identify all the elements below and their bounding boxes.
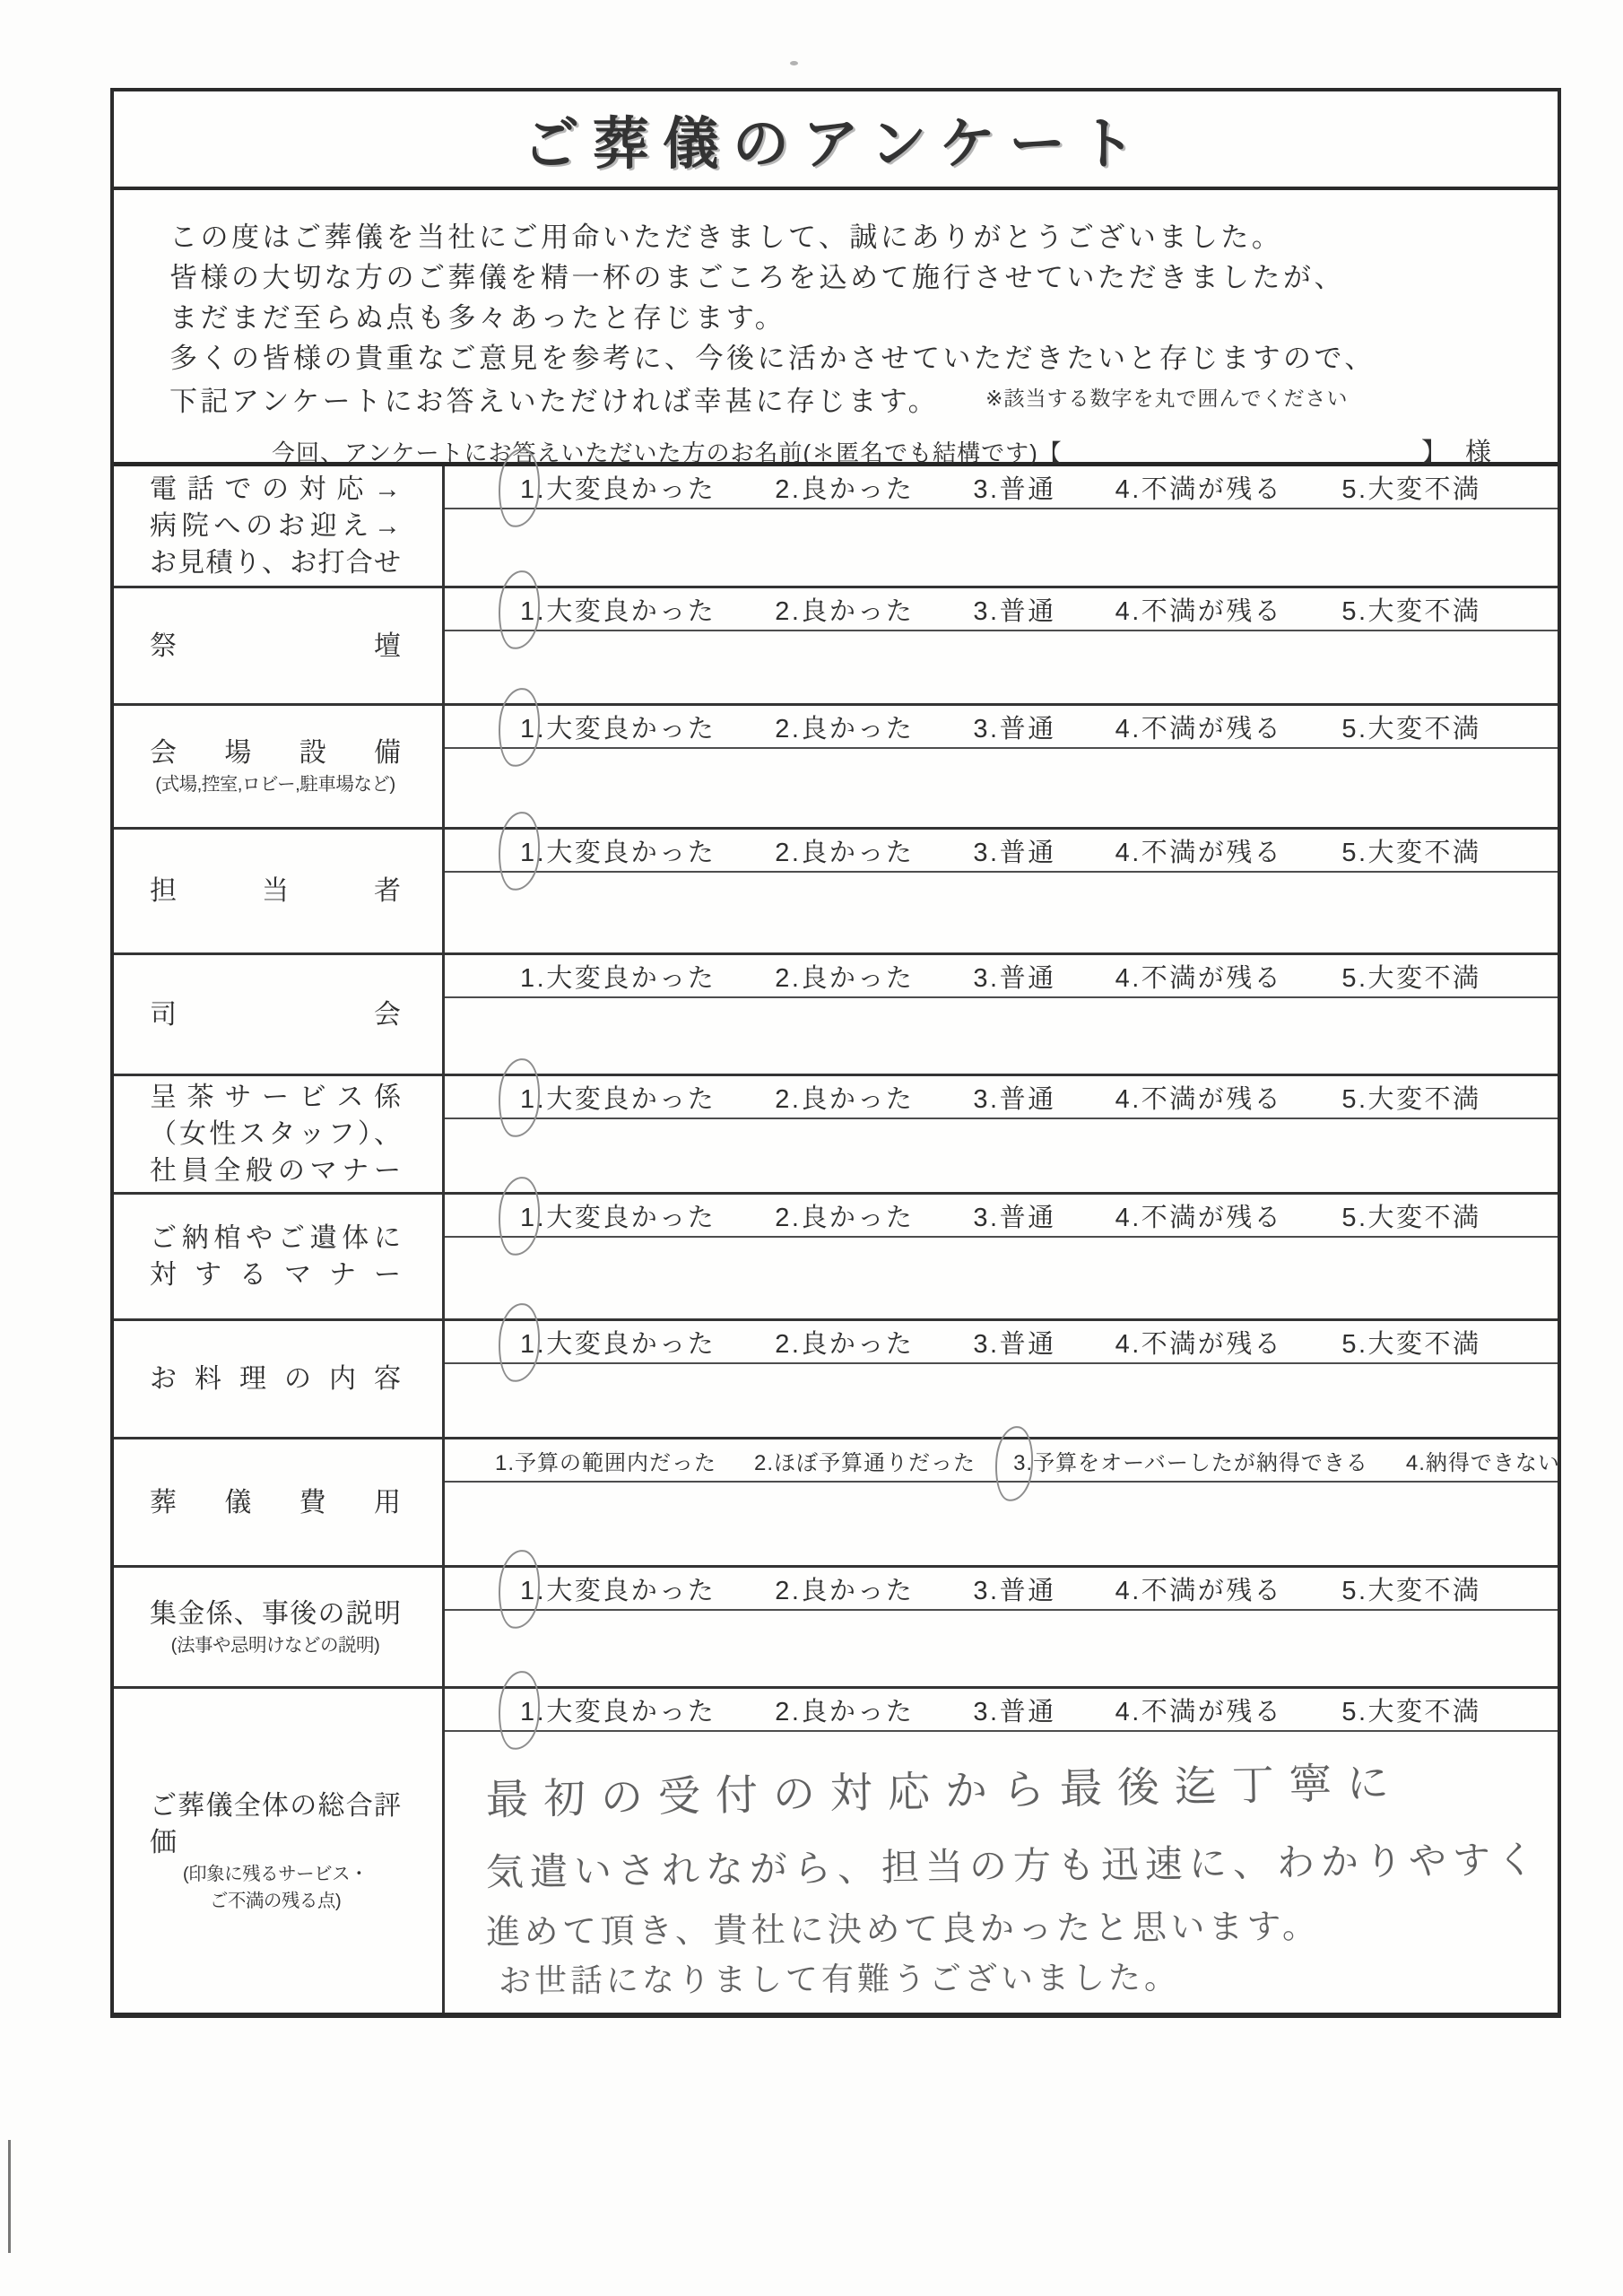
rating-option[interactable] <box>775 591 914 628</box>
option-number: 3 <box>973 838 991 867</box>
question-label-line: 対するマナー <box>150 1260 401 1290</box>
rating-option[interactable] <box>775 1692 914 1728</box>
option-text: .普通 <box>990 1576 1056 1605</box>
option-number: 5 <box>1341 1329 1358 1359</box>
rating-option[interactable] <box>1115 1692 1283 1728</box>
option-number: 2 <box>775 1329 792 1359</box>
option-text: .良かった <box>791 1084 915 1114</box>
survey-row <box>114 1568 1558 1689</box>
option-number: 4 <box>1115 1697 1133 1726</box>
rating-option[interactable] <box>1341 1197 1480 1234</box>
option-number: 3 <box>973 474 991 504</box>
rating-options <box>445 1439 1558 1483</box>
question-label <box>114 1321 445 1437</box>
option-number: 2 <box>775 474 792 504</box>
option-number: 2 <box>754 1450 768 1475</box>
option-number: 5 <box>1341 1576 1358 1605</box>
rating-option-selected[interactable] <box>520 591 716 628</box>
rating-option-selected[interactable] <box>520 1079 716 1116</box>
rating-option-selected[interactable] <box>520 832 716 869</box>
option-text: .良かった <box>791 714 915 744</box>
rating-option[interactable] <box>1341 958 1480 995</box>
question-label <box>114 1195 445 1318</box>
respondent-name-label: 今回、アンケートにお答えいただいた方のお名前(＊匿名でも結構です)【 <box>272 439 1063 466</box>
rating-option[interactable] <box>775 832 914 869</box>
rating-option[interactable] <box>775 1079 914 1116</box>
option-number: 3 <box>973 1329 991 1359</box>
option-text: .予算をオーバーしたが納得できる <box>1026 1450 1368 1475</box>
selection-circle-mark: 1 <box>520 1697 537 1726</box>
rating-option[interactable] <box>1115 469 1283 506</box>
option-text: .予算の範囲内だった <box>508 1450 717 1475</box>
rating-option[interactable] <box>1341 832 1480 869</box>
option-number: 4 <box>1115 596 1133 626</box>
question-label-line: 集金係、事後の説明 <box>150 1598 401 1629</box>
rating-option[interactable] <box>1341 1324 1480 1361</box>
option-text: .良かった <box>791 596 915 626</box>
rating-option[interactable] <box>775 709 914 745</box>
rating-option[interactable] <box>1115 1079 1283 1116</box>
option-text: .普通 <box>990 1329 1056 1359</box>
selection-circle-mark: 1 <box>520 1576 537 1605</box>
rating-option-selected[interactable] <box>520 469 716 506</box>
answer-area <box>445 1568 1558 1686</box>
rating-option-selected[interactable] <box>520 709 716 745</box>
intro-line: 多くの皆様の貴重なご意見を参考に、今後に活かさせていただきたいと存じますので、 <box>169 343 1376 374</box>
rating-option[interactable] <box>973 1692 1055 1728</box>
survey-row <box>114 588 1558 706</box>
option-number: 3 <box>973 1576 991 1605</box>
option-text: .普通 <box>990 838 1056 867</box>
rating-option[interactable] <box>495 1445 716 1476</box>
option-text: .大変良かった <box>536 1576 716 1605</box>
option-text: .良かった <box>791 1329 915 1359</box>
rating-option[interactable] <box>973 709 1055 745</box>
question-label-line: 社員全般のマナー <box>150 1156 401 1186</box>
rating-option[interactable] <box>973 1570 1055 1607</box>
question-label-line: お料理の内容 <box>150 1364 401 1394</box>
intro-line: 下記アンケートにお答えいただければ幸甚に存じます。 <box>169 386 940 417</box>
rating-option[interactable] <box>1341 1692 1480 1728</box>
rating-options <box>445 955 1558 998</box>
rating-options <box>445 1568 1558 1611</box>
option-text: .大変良かった <box>536 1329 716 1359</box>
option-text: .普通 <box>990 474 1056 504</box>
question-label-line: 電話での対応→ <box>150 474 401 504</box>
option-text: .不満が残る <box>1132 1697 1283 1726</box>
option-number: 1 <box>520 963 537 993</box>
option-number: 4 <box>1405 1450 1419 1475</box>
question-label-subline: (法事や忌明けなどの説明) <box>170 1634 380 1656</box>
rating-option[interactable] <box>775 469 914 506</box>
option-number: 5 <box>1341 963 1358 993</box>
option-text: .良かった <box>791 838 915 867</box>
option-text: .大変不満 <box>1358 474 1481 504</box>
question-label-line: （女性スタッフ）、 <box>150 1119 401 1149</box>
option-number: 2 <box>775 1697 792 1726</box>
survey-row <box>114 1076 1558 1195</box>
rating-option[interactable] <box>1115 1570 1283 1607</box>
option-number: 4 <box>1115 963 1133 993</box>
respondent-name-suffix: 】 様 <box>1420 439 1497 467</box>
survey-row <box>114 1321 1558 1439</box>
answer-area <box>445 1076 1558 1192</box>
answer-area <box>445 1321 1558 1437</box>
answer-area <box>445 955 1558 1074</box>
rating-options <box>445 1321 1558 1364</box>
rating-option[interactable] <box>1406 1445 1560 1476</box>
option-text: .普通 <box>990 1084 1056 1114</box>
rating-option-selected[interactable] <box>520 1324 716 1361</box>
option-text: .不満が残る <box>1132 1329 1283 1359</box>
option-number: 5 <box>1341 596 1358 626</box>
answer-area <box>445 1195 1558 1318</box>
option-text: .普通 <box>990 714 1056 744</box>
option-number: 5 <box>1341 714 1358 744</box>
rating-option[interactable] <box>973 469 1055 506</box>
option-text: .大変良かった <box>536 1203 716 1232</box>
answer-area <box>445 1439 1558 1565</box>
option-number: 5 <box>1341 1697 1358 1726</box>
option-number: 4 <box>1115 1084 1133 1114</box>
question-label <box>114 1689 445 2013</box>
option-text: .納得できない <box>1419 1450 1560 1475</box>
option-number: 5 <box>1341 1203 1358 1232</box>
option-text: .普通 <box>990 1697 1056 1726</box>
rating-option[interactable] <box>754 1445 976 1476</box>
handwritten-comment <box>485 1758 1558 1999</box>
rating-option[interactable] <box>520 958 716 995</box>
form-title: ご葬儀のアンケート <box>522 112 1150 176</box>
question-label-line: 病院へのお迎え→ <box>150 511 401 541</box>
selection-circle-mark: 1 <box>520 474 537 504</box>
rating-option[interactable] <box>1115 709 1283 745</box>
option-text: .大変不満 <box>1358 1084 1481 1114</box>
option-text: .良かった <box>791 474 915 504</box>
option-text: .不満が残る <box>1132 963 1283 993</box>
option-number: 2 <box>775 963 792 993</box>
option-text: .大変不満 <box>1358 1697 1481 1726</box>
option-number: 4 <box>1115 714 1133 744</box>
rating-options <box>445 588 1558 631</box>
option-number: 3 <box>973 1697 991 1726</box>
handwritten-line: 気遣いされながら、担当の方も迅速に、わかりやすく <box>485 1838 1541 1893</box>
option-number: 4 <box>1115 474 1133 504</box>
question-label-subline: ご不満の残る点) <box>209 1890 342 1911</box>
survey-row <box>114 830 1558 955</box>
option-text: .大変良かった <box>536 474 716 504</box>
question-label <box>114 1439 445 1565</box>
option-text: .不満が残る <box>1132 714 1283 744</box>
question-label-line: ご納棺やご遺体に <box>150 1223 401 1253</box>
rating-option[interactable] <box>973 591 1055 628</box>
question-label-line: 会場設備 <box>150 738 401 768</box>
answer-area <box>445 830 1558 952</box>
question-label <box>114 1568 445 1686</box>
rating-option[interactable] <box>775 1197 914 1234</box>
rating-option[interactable] <box>1341 1079 1480 1116</box>
option-text: .大変不満 <box>1358 1329 1481 1359</box>
rating-option[interactable] <box>973 1324 1055 1361</box>
option-text: .良かった <box>791 1697 915 1726</box>
option-text: .普通 <box>990 596 1056 626</box>
respondent-name-field[interactable] <box>1063 429 1421 461</box>
option-text: .良かった <box>791 1203 915 1232</box>
option-text: .大変不満 <box>1358 963 1481 993</box>
question-label-line: 司会 <box>150 999 401 1030</box>
option-text: .不満が残る <box>1132 838 1283 867</box>
rating-option[interactable] <box>775 1324 914 1361</box>
option-text: .大変不満 <box>1358 1203 1481 1232</box>
option-text: .大変良かった <box>536 963 716 993</box>
survey-row <box>114 955 1558 1076</box>
question-label-line: お見積り、お打合せ <box>150 548 401 578</box>
option-text: .大変良かった <box>536 1084 716 1114</box>
survey-row <box>114 466 1558 588</box>
survey-table <box>114 466 1558 2013</box>
rating-option-selected[interactable] <box>520 1692 716 1728</box>
selection-circle-mark: 1 <box>520 838 537 867</box>
option-text: .良かった <box>791 1576 915 1605</box>
question-label <box>114 830 445 952</box>
questionnaire-form <box>110 88 1561 2018</box>
option-number: 4 <box>1115 1203 1133 1232</box>
option-text: .普通 <box>990 1203 1056 1232</box>
answer-area <box>445 1689 1558 2013</box>
question-label-line: 担当者 <box>150 876 401 906</box>
option-number: 3 <box>973 596 991 626</box>
selection-circle-mark: 1 <box>520 596 537 626</box>
question-label <box>114 1076 445 1192</box>
rating-option[interactable] <box>1115 1197 1283 1234</box>
option-text: .大変不満 <box>1358 596 1481 626</box>
rating-option[interactable] <box>973 832 1055 869</box>
rating-option[interactable] <box>775 1570 914 1607</box>
question-label <box>114 466 445 586</box>
option-number: 3 <box>973 963 991 993</box>
option-text: .不満が残る <box>1132 1576 1283 1605</box>
option-text: .大変良かった <box>536 596 716 626</box>
selection-circle-mark: 1 <box>520 1203 537 1232</box>
intro-line: まだまだ至らぬ点も多々あったと存じます。 <box>169 302 786 334</box>
option-text: .普通 <box>990 963 1056 993</box>
option-number: 4 <box>1115 838 1133 867</box>
option-text: .良かった <box>791 963 915 993</box>
option-number: 5 <box>1341 838 1358 867</box>
option-text: .不満が残る <box>1132 1084 1283 1114</box>
option-text: .不満が残る <box>1132 596 1283 626</box>
rating-options <box>445 1689 1558 1732</box>
option-number: 2 <box>775 596 792 626</box>
option-number: 2 <box>775 838 792 867</box>
rating-option[interactable] <box>1115 1324 1283 1361</box>
rating-options <box>445 1195 1558 1238</box>
intro-section <box>114 190 1558 466</box>
option-number: 2 <box>775 1576 792 1605</box>
option-text: .不満が残る <box>1132 1203 1283 1232</box>
question-label-line: 呈茶サービス係 <box>150 1083 401 1112</box>
option-text: .ほぼ予算通りだった <box>767 1450 976 1475</box>
rating-options <box>445 706 1558 749</box>
option-number: 3 <box>973 714 991 744</box>
survey-row <box>114 706 1558 830</box>
option-number: 4 <box>1115 1329 1133 1359</box>
rating-options <box>445 466 1558 509</box>
rating-option[interactable] <box>1115 832 1283 869</box>
intro-line: この度はご葬儀を当社にご用命いただきまして、誠にありがとうございました。 <box>169 222 1283 253</box>
selection-circle-mark: 1 <box>520 1329 537 1359</box>
selection-circle-mark: 1 <box>520 1084 537 1114</box>
option-number: 3 <box>973 1203 991 1232</box>
circle-instruction-note: ※該当する数字を丸で囲んでください <box>985 387 1349 410</box>
rating-option[interactable] <box>1341 1570 1480 1607</box>
question-label-subline: (印象に残るサービス・ <box>182 1863 369 1884</box>
question-label <box>114 588 445 703</box>
rating-option[interactable] <box>973 1079 1055 1116</box>
option-text: .大変良かった <box>536 714 716 744</box>
respondent-name-line <box>169 429 1522 471</box>
rating-options <box>445 830 1558 873</box>
option-number: 5 <box>1341 474 1358 504</box>
form-header <box>114 91 1558 190</box>
rating-option[interactable] <box>1341 709 1480 745</box>
handwritten-line: お世話になりまして有難うございました。 <box>498 1958 1181 1999</box>
question-label-line: 葬儀費用 <box>150 1487 401 1518</box>
intro-line: 皆様の大切な方のご葬儀を精一杯のまごころを込めて施行させていただきましたが、 <box>169 262 1345 293</box>
selection-circle-mark: 3 <box>1013 1450 1027 1475</box>
handwritten-line: 進めて頂き、貴社に決めて良かったと思います。 <box>485 1908 1321 1952</box>
scan-artifact <box>790 61 798 65</box>
option-text: .大変良かった <box>536 1697 716 1726</box>
option-text: .大変不満 <box>1358 1576 1481 1605</box>
rating-option-selected[interactable] <box>520 1570 716 1607</box>
answer-area <box>445 706 1558 827</box>
question-label <box>114 706 445 827</box>
survey-row <box>114 1439 1558 1568</box>
option-number: 2 <box>775 714 792 744</box>
scan-artifact <box>8 2140 11 2253</box>
option-text: .大変不満 <box>1358 714 1481 744</box>
rating-options <box>445 1076 1558 1119</box>
option-text: .大変不満 <box>1358 838 1481 867</box>
selection-circle-mark: 1 <box>520 714 537 744</box>
rating-option-selected[interactable] <box>1013 1445 1368 1476</box>
option-number: 2 <box>775 1203 792 1232</box>
question-label-line: 祭壇 <box>150 631 401 661</box>
rating-option[interactable] <box>775 958 914 995</box>
rating-option[interactable] <box>1341 591 1480 628</box>
rating-option[interactable] <box>1115 958 1283 995</box>
handwritten-line: 最初の受付の対応から最後迄丁寧に <box>485 1758 1405 1823</box>
option-number: 3 <box>973 1084 991 1114</box>
question-label <box>114 955 445 1074</box>
option-number: 5 <box>1341 1084 1358 1114</box>
rating-option[interactable] <box>1115 591 1283 628</box>
option-number: 1 <box>495 1450 508 1475</box>
answer-area <box>445 588 1558 703</box>
survey-row <box>114 1195 1558 1321</box>
rating-option[interactable] <box>973 958 1055 995</box>
question-label-line: ご葬儀全体の総合評価 <box>150 1790 401 1857</box>
survey-row <box>114 1689 1558 2013</box>
option-text: .大変良かった <box>536 838 716 867</box>
rating-option[interactable] <box>973 1197 1055 1234</box>
answer-area <box>445 466 1558 586</box>
rating-option[interactable] <box>1341 469 1480 506</box>
option-number: 2 <box>775 1084 792 1114</box>
question-label-subline: (式場,控室,ロビー,駐車場など) <box>155 774 395 795</box>
option-number: 4 <box>1115 1576 1133 1605</box>
rating-option-selected[interactable] <box>520 1197 716 1234</box>
option-text: .不満が残る <box>1132 474 1283 504</box>
